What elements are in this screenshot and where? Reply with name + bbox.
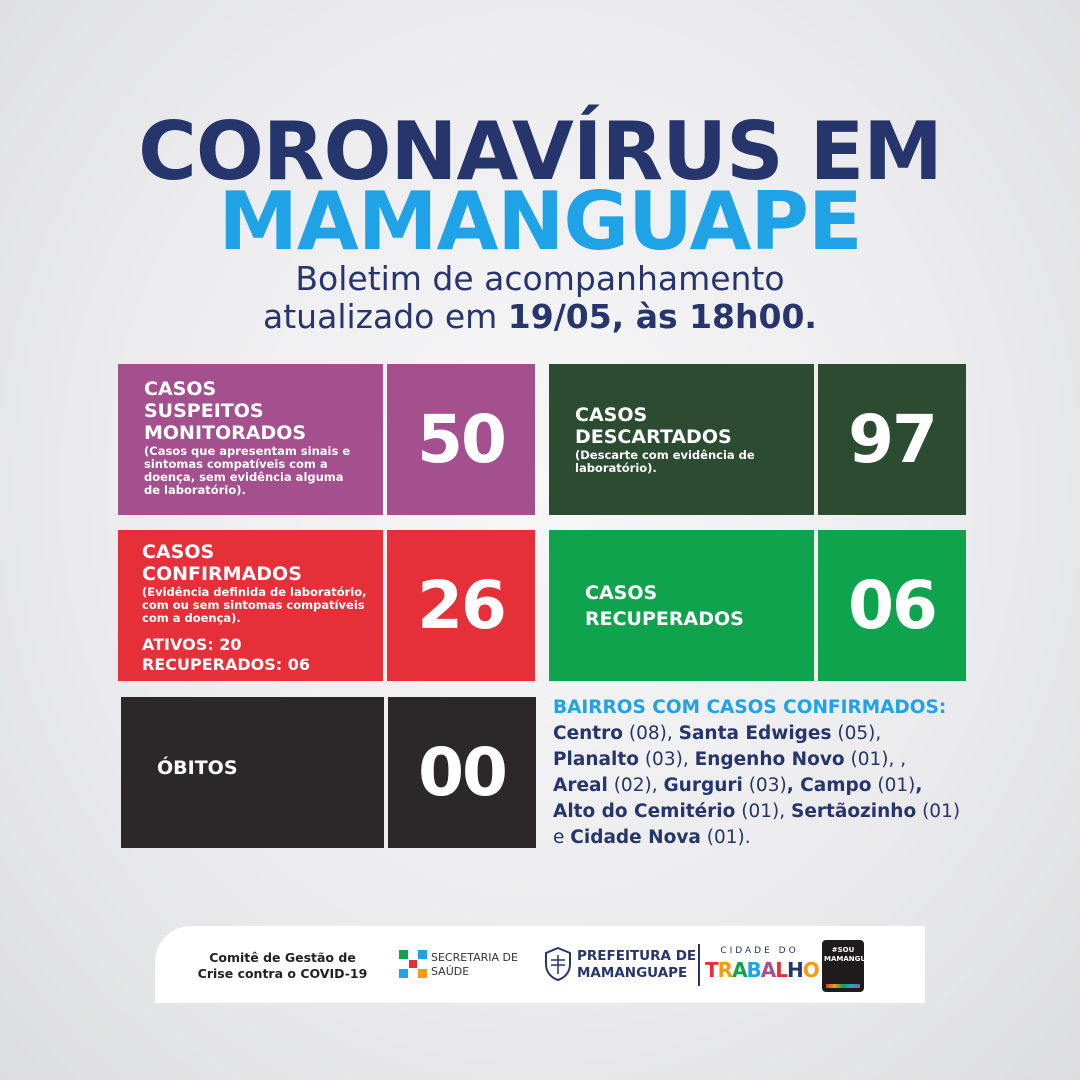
sou-text: #SOU MAMANGUAPE xyxy=(824,946,882,963)
descartados-value: 97 xyxy=(818,364,966,515)
bairro-name: Engenho Novo xyxy=(694,749,845,770)
recuperados-label-2: RECUPERADOS xyxy=(585,608,744,630)
secretaria-text xyxy=(431,951,531,979)
trabalho-letter: R xyxy=(717,958,733,982)
bairro-name: Santa Edwiges xyxy=(678,723,832,744)
trabalho-letter: O xyxy=(802,958,819,982)
comite-line-2: Crise contra o COVID-19 xyxy=(197,966,368,981)
bairro-name: Cidade Nova xyxy=(570,827,701,848)
trabalho-letter: A xyxy=(732,958,747,982)
title-line-2: MAMANGUAPE xyxy=(218,175,862,268)
ativos-count: ATIVOS: 20 xyxy=(142,635,242,654)
coat-of-arms-icon xyxy=(543,946,573,982)
trabalho-logo xyxy=(705,958,819,982)
recuperados-label-box xyxy=(549,530,814,681)
subtitle xyxy=(0,260,1080,336)
bairro-name: Alto do Cemitério xyxy=(553,801,736,822)
bairros-heading: BAIRROS COM CASOS CONFIRMADOS: xyxy=(553,697,947,718)
bairro-count: (02) xyxy=(613,775,652,796)
bairro-count: (05) xyxy=(837,723,876,744)
sou-mamanguape-logo xyxy=(822,940,882,992)
confirmados-label-2: CONFIRMADOS xyxy=(142,563,302,585)
bairro-count: (01) xyxy=(922,801,961,822)
secretaria-line-1: SECRETARIA DE xyxy=(431,951,518,964)
bairro-name: Sertãozinho xyxy=(791,801,917,822)
secretaria-cross-icon xyxy=(399,950,427,978)
bairro-count: (01) xyxy=(877,775,916,796)
title-line-1: CORONAVÍRUS EM xyxy=(138,105,942,198)
descartados-label-1: CASOS xyxy=(575,404,648,426)
bairros-conjunction: e xyxy=(553,827,565,848)
recuperados-value: 06 xyxy=(818,530,966,681)
confirmados-value: 26 xyxy=(387,530,535,681)
subtitle-line-1: Boletim de acompanhamento xyxy=(295,259,785,298)
comite-line-1: Comitê de Gestão de xyxy=(209,950,356,965)
confirmados-label-box xyxy=(118,530,383,681)
bairro-name: Planalto xyxy=(553,749,639,770)
cidade-do-text: CIDADE DO xyxy=(720,946,799,956)
bairro-name: Campo xyxy=(800,775,872,796)
confirmados-label-1: CASOS xyxy=(142,541,215,563)
secretaria-logo xyxy=(399,950,518,982)
bairro-count: (08) xyxy=(628,723,667,744)
subtitle-line-2 xyxy=(0,298,1080,336)
bairro-count: (01) xyxy=(741,801,780,822)
descartados-label-2: DESCARTADOS xyxy=(575,426,732,448)
trabalho-letter: L xyxy=(775,958,788,982)
sou-color-bar xyxy=(826,984,860,988)
comite-text xyxy=(195,950,370,982)
prefeitura-line-1: PREFEITURA DE xyxy=(577,948,697,964)
suspeitos-label-box xyxy=(118,364,383,515)
suspeitos-label-2: SUSPEITOS xyxy=(144,400,264,422)
bairro-count: (01) xyxy=(850,749,889,770)
bairros-section xyxy=(553,695,993,851)
obitos-label: ÓBITOS xyxy=(157,757,238,779)
confirmados-note: (Evidência definida de laboratório, com ou sem sintomas compatíveis com a doença). xyxy=(142,585,367,625)
recuperados-label-1: CASOS xyxy=(585,582,658,604)
trabalho-letter: H xyxy=(787,958,803,982)
secretaria-line-2: SAÚDE xyxy=(431,965,470,978)
suspeitos-label-1: CASOS xyxy=(144,378,217,400)
recuperados-count: RECUPERADOS: 06 xyxy=(142,655,310,674)
bairros-line-3: Areal (02), Gurguri (03), Campo (01), xyxy=(553,775,923,796)
prefeitura-text xyxy=(577,948,717,982)
descartados-label-box xyxy=(549,364,814,515)
prefeitura-line-2: MAMANGUAPE xyxy=(577,965,688,981)
suspeitos-label-3: MONITORADOS xyxy=(144,422,307,444)
descartados-note: (Descarte com evidência de laboratório). xyxy=(575,448,755,475)
bairro-name: Areal xyxy=(553,775,608,796)
bairro-name: Gurguri xyxy=(663,775,743,796)
bairros-line-1: Centro (08), Santa Edwiges (05), xyxy=(553,723,882,744)
footer-bar xyxy=(155,926,925,1003)
obitos-value: 00 xyxy=(388,697,536,848)
trabalho-letter: A xyxy=(760,958,776,982)
suspeitos-value: 50 xyxy=(387,364,535,515)
subtitle-prefix: atualizado em xyxy=(263,297,508,336)
trabalho-letter: T xyxy=(705,958,718,982)
bairros-line-2: Planalto (03), Engenho Novo (01), , xyxy=(553,749,907,770)
bairros-line-5: e Cidade Nova (01). xyxy=(553,827,751,848)
obitos-label-box xyxy=(121,697,384,848)
trabalho-letter: B xyxy=(746,958,761,982)
prefeitura-logo xyxy=(543,946,697,986)
suspeitos-note: (Casos que apresentam sinais e sintomas compatíveis com a doença, sem evidência alguma de laboratório). xyxy=(144,444,351,497)
bairro-name: Centro xyxy=(553,723,623,744)
update-date: 19/05, às 18h00. xyxy=(507,297,817,336)
bairros-line-4: Alto do Cemitério (01), Sertãozinho (01) xyxy=(553,801,961,822)
footer-divider xyxy=(698,944,700,986)
bairro-count: (03) xyxy=(748,775,787,796)
bairro-count: (03) xyxy=(644,749,683,770)
bairro-count: (01) xyxy=(706,827,745,848)
